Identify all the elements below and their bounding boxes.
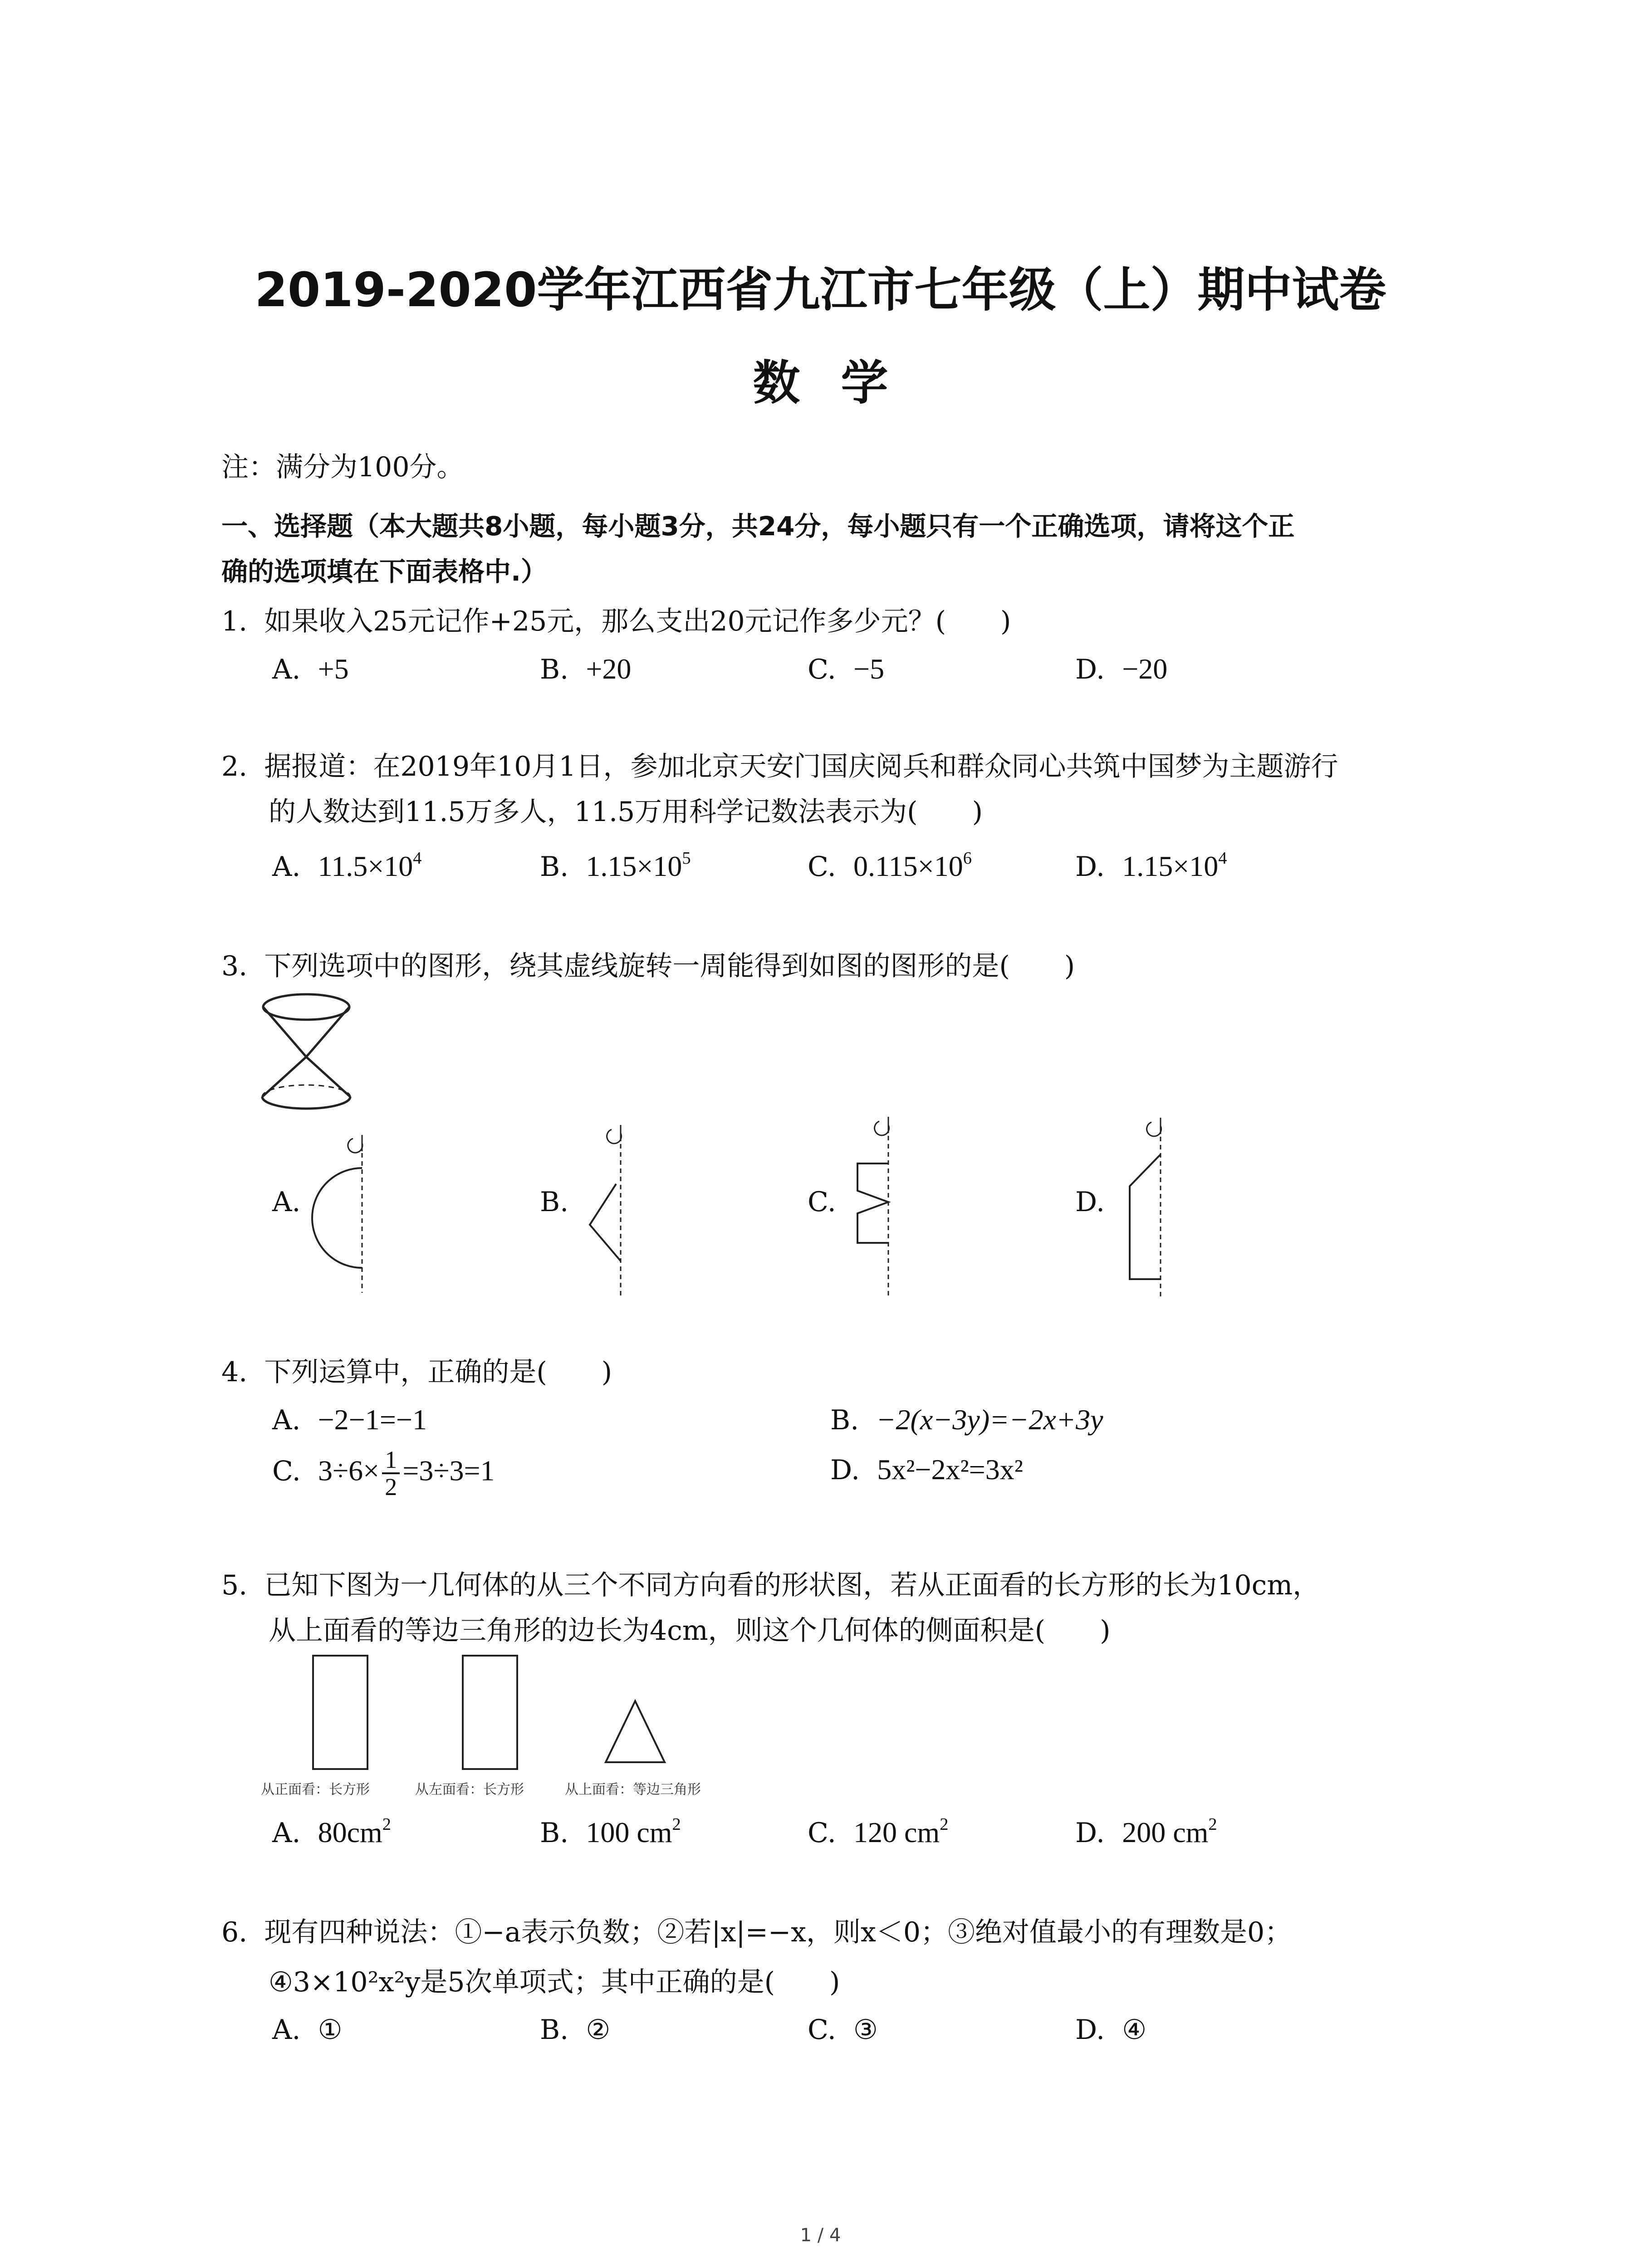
- option-text: +5: [318, 653, 349, 685]
- section-heading-line1: 一、选择题（本大题共8小题，每小题3分，共24分，每小题只有一个正确选项，请将这个正: [221, 511, 1295, 542]
- option-text: ③: [853, 2014, 878, 2046]
- question-4: [221, 1349, 612, 1395]
- question-number: 4.: [221, 1356, 248, 1388]
- option-label: A.: [272, 1404, 301, 1436]
- front-view-rectangle: [309, 1651, 377, 1787]
- page-title: 2019-2020学年江西省九江市七年级（上）期中试卷: [255, 262, 1386, 318]
- q2-option-c: [808, 844, 972, 890]
- option-label: A.: [272, 1817, 301, 1849]
- q6-option-b: [540, 2007, 610, 2053]
- question-text-line1: 已知下图为一几何体的从三个不同方向看的形状图，若从正面看的长方形的长为10cm，: [264, 1569, 1320, 1601]
- q5-option-a: [272, 1810, 391, 1856]
- q4-option-b: [830, 1397, 1103, 1443]
- left-view-rectangle: [458, 1651, 526, 1787]
- option-label: C.: [808, 2014, 836, 2046]
- q4-option-a: [272, 1397, 427, 1443]
- q5-option-b: [540, 1810, 681, 1856]
- option-text: 100 $cm^2$: [586, 1815, 681, 1848]
- question-number: 2.: [221, 751, 248, 782]
- option-text: ①: [318, 2014, 343, 2046]
- question-text-line1: 现有四种说法：①−a表示负数；②若|x|=−x，则x＜0；③绝对值最小的有理数是0；: [264, 1916, 1292, 1948]
- option-text: 200 $cm^2$: [1122, 1815, 1217, 1848]
- q4-option-d: [830, 1447, 1023, 1493]
- page-number: 1 / 4: [800, 2225, 841, 2246]
- option-label: A.: [272, 654, 301, 685]
- q6-option-c: [808, 2007, 878, 2053]
- option-text: +20: [586, 653, 632, 685]
- option-text: $80cm^2$: [318, 1815, 391, 1848]
- q2-option-a: [272, 844, 421, 890]
- option-label: C.: [808, 654, 836, 685]
- section-heading-line2: 确的选项填在下面表格中.）: [221, 556, 548, 587]
- top-view-triangle: [599, 1696, 671, 1769]
- q3-option-c: C.: [808, 1186, 836, 1218]
- option-text-tail: =3÷3=1: [402, 1454, 495, 1487]
- option-text: −2−1=−1: [318, 1403, 427, 1436]
- option-label: D.: [1075, 851, 1105, 883]
- q5-option-c: [808, 1810, 948, 1856]
- option-label: B.: [540, 654, 569, 685]
- q1-option-d: [1075, 646, 1167, 692]
- question-number: 6.: [221, 1916, 248, 1948]
- option-a-semicircle-figure: [309, 1125, 381, 1297]
- question-6: [221, 1910, 1292, 1955]
- option-label: C.: [808, 1817, 836, 1849]
- option-b-triangle-figure: [576, 1120, 649, 1302]
- q3-option-d: D.: [1075, 1186, 1105, 1218]
- fraction: $\frac{1}{2}$: [382, 1447, 400, 1500]
- question-1: [221, 599, 1011, 644]
- option-label: A.: [272, 2014, 301, 2046]
- option-label: C.: [808, 851, 836, 883]
- option-label: B.: [540, 2014, 569, 2046]
- q3-option-b: B.: [540, 1186, 569, 1218]
- question-text: 如果收入25元记作+25元，那么支出20元记作多少元？( ): [264, 606, 1011, 637]
- option-text: $11.5\times 10^4$: [318, 849, 422, 882]
- option-text: ②: [586, 2014, 611, 2046]
- option-label: B.: [540, 1817, 569, 1849]
- question-5-line2: 从上面看的等边三角形的边长为4cm，则这个几何体的侧面积是( ): [269, 1615, 1111, 1647]
- option-label: D.: [830, 1454, 860, 1486]
- q6-option-a: [272, 2007, 342, 2053]
- q6-option-d: [1075, 2007, 1146, 2053]
- double-cone-figure: [254, 989, 358, 1116]
- option-label: D.: [1075, 654, 1105, 685]
- option-text: $1.15\times 10^4$: [1122, 849, 1227, 882]
- option-label: C.: [272, 1455, 301, 1487]
- question-2: [221, 744, 1338, 789]
- option-c-bowtie-figure: [844, 1111, 916, 1302]
- question-text: 下列选项中的图形，绕其虚线旋转一周能得到如图的图形的是( ): [264, 950, 1075, 982]
- top-view-caption: 从上面看：等边三角形: [565, 1782, 701, 1798]
- subject-title: 数学: [753, 355, 929, 411]
- option-label: B.: [830, 1404, 859, 1436]
- left-view-caption: 从左面看：长方形: [415, 1782, 524, 1798]
- question-2-line2: 的人数达到11.5万多人，11.5万用科学记数法表示为( ): [269, 796, 983, 828]
- question-number: 1.: [221, 606, 248, 637]
- option-text: −5: [853, 653, 885, 685]
- question-3: [221, 943, 1075, 989]
- score-note: 注：满分为100分。: [221, 451, 464, 483]
- question-number: 3.: [221, 950, 248, 982]
- option-text: −20: [1122, 653, 1168, 685]
- option-d-polygon-figure: [1112, 1111, 1184, 1302]
- q2-option-b: [540, 844, 691, 890]
- option-text: 120 $cm^2$: [853, 1815, 949, 1848]
- option-text: ④: [1122, 2014, 1146, 2046]
- option-label: B.: [540, 851, 569, 883]
- option-text: 3÷6×: [318, 1454, 380, 1487]
- option-label: D.: [1075, 1817, 1105, 1849]
- q4-option-c: [272, 1447, 495, 1500]
- front-view-caption: 从正面看：长方形: [261, 1782, 370, 1798]
- option-text: $0.115\times 10^6$: [853, 849, 972, 882]
- option-text: $1.15\times 10^5$: [586, 849, 691, 882]
- q5-option-d: [1075, 1810, 1217, 1856]
- q2-option-d: [1075, 844, 1227, 890]
- question-text-line1: 据报道：在2019年10月1日，参加北京天安门国庆阅兵和群众同心共筑中国梦为主题游行: [264, 751, 1338, 782]
- question-number: 5.: [221, 1569, 248, 1601]
- question-text: 下列运算中，正确的是( ): [264, 1356, 612, 1388]
- q1-option-a: [272, 646, 349, 692]
- q3-option-a: A.: [272, 1186, 301, 1218]
- option-text: −2(x−3y)=−2x+3y: [876, 1403, 1103, 1436]
- q1-option-c: [808, 646, 884, 692]
- option-text: 5x²−2x²=3x²: [877, 1453, 1023, 1486]
- q1-option-b: [540, 646, 631, 692]
- option-label: A.: [272, 851, 301, 883]
- question-6-line2: ④3×10²x²y是5次单项式；其中正确的是( ): [269, 1966, 840, 1998]
- option-label: D.: [1075, 2014, 1105, 2046]
- question-5: [221, 1563, 1320, 1608]
